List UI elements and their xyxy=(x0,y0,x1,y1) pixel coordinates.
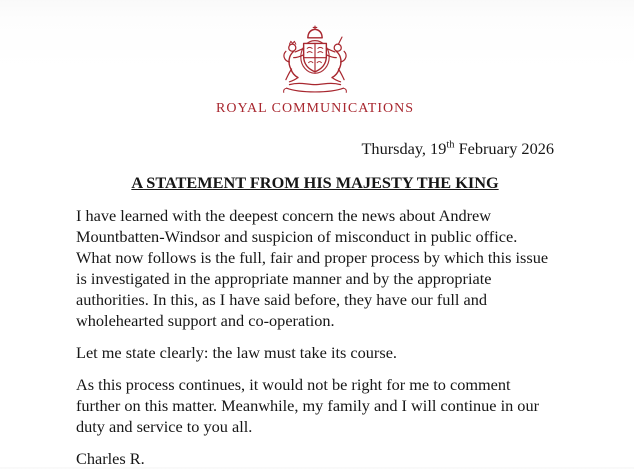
masthead-title: ROYAL COMMUNICATIONS xyxy=(216,101,414,116)
date-prefix: Thursday, 19 xyxy=(361,139,447,158)
date-line xyxy=(76,138,554,159)
date-suffix: February 2026 xyxy=(454,139,554,158)
date-ordinal-superscript: th xyxy=(446,139,455,151)
paragraph-1: I have learned with the deepest concern the news about Andrew Mountbatten-Windsor and suspicion of misconduct in public office. What now follows is the full, fair and proper process by which this issue is investigated in the appropriate manner and by the appropriate authorities. In this, as I have said before, they have our full and wholehearted support and co-operation. xyxy=(76,206,549,330)
royal-coat-of-arms-icon xyxy=(76,25,554,96)
letter-body xyxy=(76,205,554,469)
signature: Charles R. xyxy=(76,449,145,468)
statement-heading: A STATEMENT FROM HIS MAJESTY THE KING xyxy=(131,173,499,192)
paragraph-2: Let me state clearly: the law must take its course. xyxy=(76,343,397,362)
paragraph-3: As this process continues, it would not be right for me to comment further on this matter. Meanwhile, my family and I will continue in our duty and service to you all. xyxy=(76,375,540,436)
